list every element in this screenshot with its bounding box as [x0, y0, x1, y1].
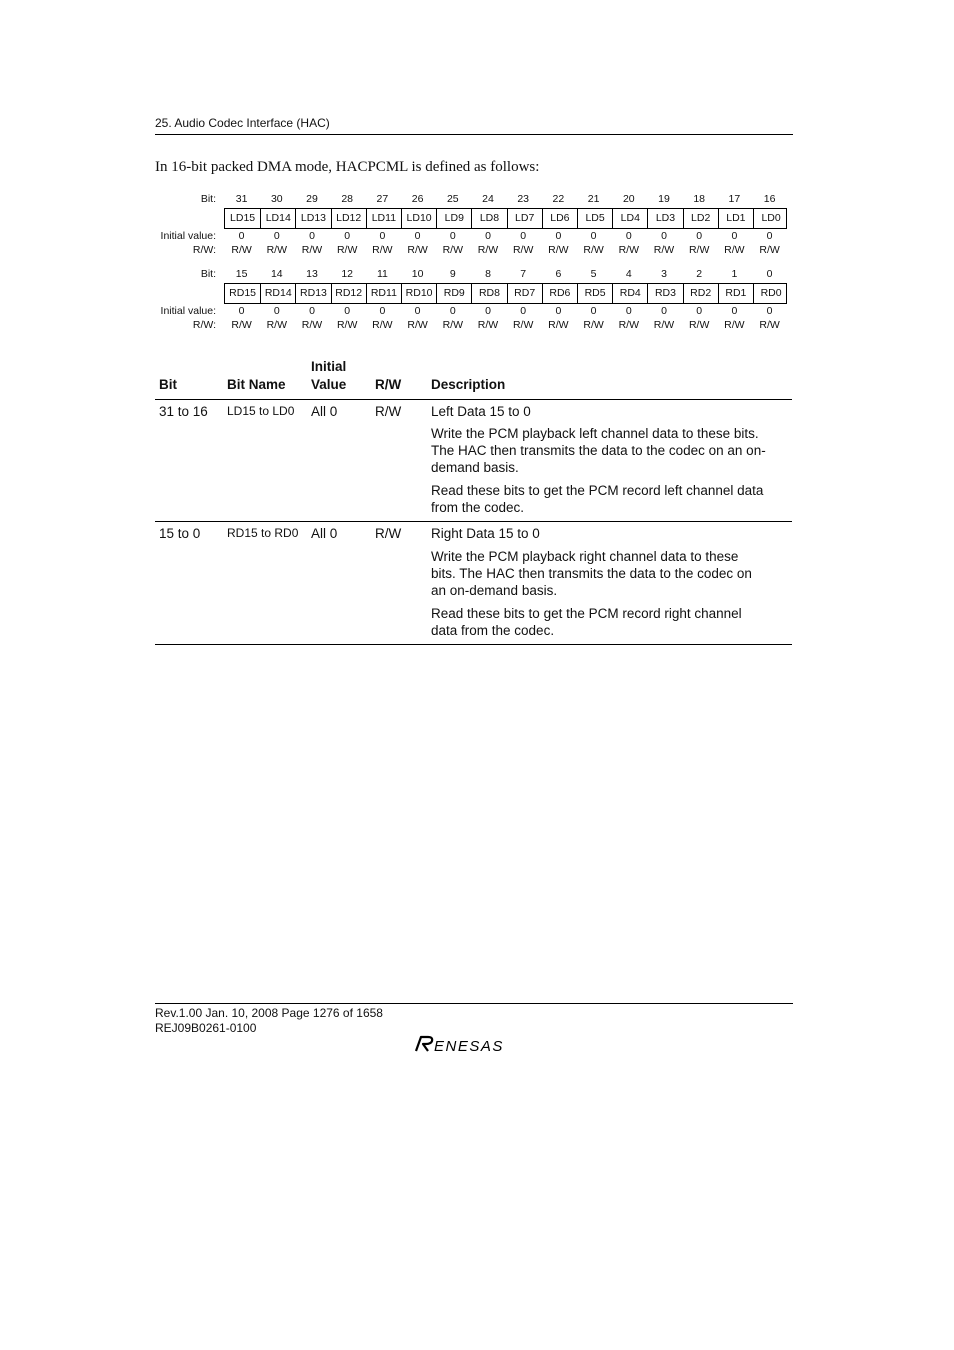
col-header-value: Value	[311, 377, 347, 392]
rw-value: R/W	[688, 319, 710, 331]
initial-value: 0	[309, 230, 315, 242]
bit-number: 17	[728, 193, 741, 205]
initial-value: 0	[696, 305, 703, 317]
cell-desc-title: Left Data 15 to 0	[431, 404, 531, 419]
bit-number: 2	[696, 268, 703, 280]
bit-number: 16	[763, 193, 776, 205]
cell-desc-line: bits. The HAC then transmits the data to the codec on	[431, 566, 752, 581]
register-field: RD10	[401, 284, 436, 303]
register-field: RD14	[260, 284, 295, 303]
rw-value: R/W	[548, 244, 569, 256]
cell-desc-line: Read these bits to get the PCM record right channel	[431, 606, 742, 621]
bit-number: 22	[552, 193, 565, 205]
register-field: RD3	[647, 284, 682, 303]
register-field: LD2	[683, 209, 718, 228]
footer-rule	[155, 1003, 793, 1004]
rw-value: R/W	[618, 244, 639, 256]
cell-desc-line: Write the PCM playback right channel data to these	[431, 549, 739, 564]
initial-value: 0	[661, 230, 667, 242]
cell-bit-name: RD15 to RD0	[227, 526, 299, 540]
register-field: RD0	[753, 284, 788, 303]
bit-number: 6	[555, 268, 562, 280]
register-field: LD12	[331, 209, 366, 228]
rw-value: R/W	[653, 244, 675, 256]
rw-value: R/W	[688, 244, 710, 256]
bit-number: 14	[270, 268, 283, 280]
cell-desc-line: demand basis.	[431, 460, 519, 475]
bit-number: 25	[446, 193, 459, 205]
register-field: RD7	[507, 284, 542, 303]
initial-value: 0	[344, 305, 351, 317]
cell-desc-line: data from the codec.	[431, 623, 555, 638]
table-rule	[155, 644, 792, 645]
bit-number: 31	[235, 193, 248, 205]
cell-bit: 15 to 0	[159, 526, 201, 541]
rw-value: R/W	[653, 319, 675, 331]
register-field: RD11	[366, 284, 401, 303]
rw-value: R/W	[372, 244, 393, 256]
cell-desc-line: an on-demand basis.	[431, 583, 558, 598]
rw-value: R/W	[442, 319, 463, 331]
bit-number: 3	[661, 268, 667, 280]
rw-value: R/W	[407, 319, 428, 331]
initial-value: 0	[414, 230, 421, 242]
bit-number: 28	[341, 193, 354, 205]
col-header-bit: Bit	[159, 377, 177, 392]
bit-number: 24	[482, 193, 494, 205]
table-rule	[155, 521, 792, 522]
rw-value: R/W	[442, 244, 463, 256]
initial-value: 0	[625, 230, 632, 242]
rw-value: R/W	[301, 319, 323, 331]
initial-value: 0	[520, 230, 527, 242]
initial-value: 0	[414, 305, 421, 317]
initial-value: 0	[273, 305, 280, 317]
register-field-box	[224, 208, 787, 229]
initial-value: 0	[485, 230, 491, 242]
rw-value: R/W	[336, 319, 358, 331]
initial-value: 0	[379, 305, 386, 317]
bit-number: 11	[376, 268, 388, 280]
rw-row-label: R/W:	[192, 244, 216, 256]
register-field: LD4	[612, 209, 647, 228]
rw-value: R/W	[477, 319, 499, 331]
initial-value: 0	[766, 230, 773, 242]
register-field: RD6	[542, 284, 577, 303]
rw-value: R/W	[512, 319, 534, 331]
intro-text: In 16-bit packed DMA mode, HACPCML is defined as follows:	[155, 159, 540, 175]
initial-value: 0	[590, 230, 597, 242]
initial-value: 0	[731, 305, 738, 317]
initial-value: 0	[309, 305, 315, 317]
initial-value: 0	[449, 305, 456, 317]
register-field: LD6	[542, 209, 577, 228]
rw-value: R/W	[548, 319, 569, 331]
register-field: LD10	[401, 209, 436, 228]
register-field: RD15	[229, 287, 257, 299]
bit-number: 29	[306, 193, 318, 205]
initial-value: 0	[344, 230, 351, 242]
bit-number: 30	[270, 193, 283, 205]
register-field: RD12	[331, 284, 366, 303]
section-header: 25. Audio Codec Interface (HAC)	[155, 116, 330, 130]
register-field: RD13	[295, 284, 330, 303]
cell-rw: R/W	[375, 526, 402, 541]
cell-rw: R/W	[375, 404, 402, 419]
bit-number: 1	[731, 268, 738, 280]
rw-value: R/W	[583, 319, 604, 331]
rw-value: R/W	[512, 244, 534, 256]
footer-doc-number: REJ09B0261-0100	[155, 1021, 257, 1035]
bit-number: 10	[411, 268, 424, 280]
register-field: RD9	[436, 284, 471, 303]
rw-value: R/W	[724, 244, 745, 256]
bit-number: 4	[625, 268, 632, 280]
register-field: LD0	[753, 209, 788, 228]
register-field: RD1	[718, 284, 753, 303]
cell-initial: All 0	[311, 526, 338, 541]
register-field: LD14	[260, 209, 295, 228]
register-field: LD13	[295, 209, 330, 228]
initial-value-label: Initial value:	[160, 230, 216, 242]
bit-number: 19	[658, 193, 670, 205]
header-rule	[155, 134, 793, 135]
rw-value: R/W	[477, 244, 499, 256]
register-field: RD8	[471, 284, 506, 303]
renesas-logo-graphic	[412, 1033, 534, 1055]
register-field: RD2	[683, 284, 718, 303]
rw-value: R/W	[301, 244, 323, 256]
bit-number: 15	[235, 268, 248, 280]
rw-value: R/W	[266, 319, 287, 331]
initial-value: 0	[555, 305, 562, 317]
table-rule	[155, 399, 792, 400]
bit-number: 20	[622, 193, 635, 205]
rw-value: R/W	[231, 319, 252, 331]
cell-desc-line: Read these bits to get the PCM record left channel data	[431, 483, 764, 498]
rw-value: R/W	[724, 319, 745, 331]
cell-initial: All 0	[311, 404, 338, 419]
initial-value: 0	[696, 230, 703, 242]
rw-row-label: R/W:	[192, 319, 216, 331]
register-field: LD3	[647, 209, 682, 228]
renesas-logo	[412, 1033, 534, 1060]
bit-number: 0	[766, 268, 773, 280]
svg-text:ENESAS: ENESAS	[434, 1038, 504, 1055]
cell-desc-line: Write the PCM playback left channel data to these bits.	[431, 426, 759, 441]
initial-value: 0	[485, 305, 491, 317]
rw-value: R/W	[407, 244, 428, 256]
initial-value: 0	[238, 305, 245, 317]
initial-value: 0	[379, 230, 386, 242]
initial-value: 0	[555, 230, 562, 242]
cell-bit: 31 to 16	[159, 404, 208, 419]
rw-value: R/W	[583, 244, 604, 256]
initial-value: 0	[661, 305, 667, 317]
bit-number: 12	[341, 268, 354, 280]
register-field: LD15	[230, 212, 256, 224]
register-field: LD11	[366, 209, 401, 228]
register-field-box	[224, 283, 787, 304]
initial-value: 0	[766, 305, 773, 317]
cell-bit-name: LD15 to LD0	[227, 404, 295, 418]
cell-desc-line: The HAC then transmits the data to the codec on an on-	[431, 443, 766, 458]
cell-desc-title: Right Data 15 to 0	[431, 526, 540, 541]
initial-value: 0	[731, 230, 738, 242]
bit-number: 5	[590, 268, 597, 280]
register-field: LD8	[471, 209, 506, 228]
rw-value: R/W	[372, 319, 393, 331]
bit-number: 9	[449, 268, 456, 280]
register-field: LD7	[507, 209, 542, 228]
rw-value: R/W	[759, 319, 780, 331]
col-header-bit-name: Bit Name	[227, 377, 286, 392]
bit-number: 8	[485, 268, 491, 280]
rw-value: R/W	[618, 319, 639, 331]
register-field: RD4	[612, 284, 647, 303]
bit-row-label: Bit:	[200, 193, 216, 205]
register-field: LD5	[577, 209, 612, 228]
col-header-description: Description	[431, 377, 506, 392]
initial-value-label: Initial value:	[160, 305, 216, 317]
col-header-rw: R/W	[375, 377, 402, 392]
bit-number: 21	[587, 193, 600, 205]
col-header-initial: Initial	[311, 359, 347, 374]
bit-row-label: Bit:	[200, 268, 216, 280]
rw-value: R/W	[336, 244, 358, 256]
initial-value: 0	[238, 230, 245, 242]
initial-value: 0	[520, 305, 527, 317]
bit-number: 26	[411, 193, 424, 205]
rw-value: R/W	[231, 244, 252, 256]
initial-value: 0	[273, 230, 280, 242]
rw-value: R/W	[266, 244, 287, 256]
bit-number: 27	[376, 193, 389, 205]
register-field: LD9	[436, 209, 471, 228]
initial-value: 0	[449, 230, 456, 242]
footer-revision: Rev.1.00 Jan. 10, 2008 Page 1276 of 1658	[155, 1006, 383, 1020]
bit-number: 13	[306, 268, 318, 280]
cell-desc-line: from the codec.	[431, 500, 525, 515]
register-field: LD1	[718, 209, 753, 228]
rw-value: R/W	[759, 244, 780, 256]
initial-value: 0	[590, 305, 597, 317]
initial-value: 0	[625, 305, 632, 317]
bit-number: 23	[517, 193, 530, 205]
bit-number: 18	[693, 193, 706, 205]
bit-number: 7	[520, 268, 527, 280]
register-field: RD5	[577, 284, 612, 303]
